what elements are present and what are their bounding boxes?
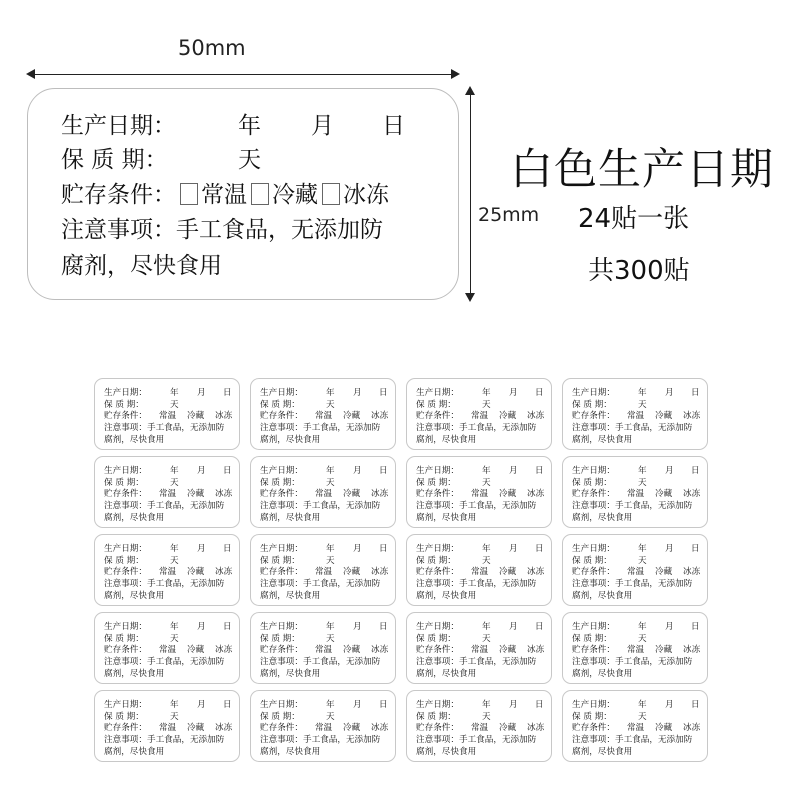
mini-production-date-label: 生产日期： [260, 700, 303, 710]
mini-notice-line-1: 注意事项：手工食品，无添加防 [260, 735, 381, 745]
mini-notice-line-1: 注意事项：手工食品，无添加防 [260, 501, 381, 511]
mini-days-text: 天 [326, 634, 335, 644]
mini-production-date-label: 生产日期： [416, 544, 459, 554]
mini-notice-line-2: 腐剂，尽快食用 [260, 591, 321, 601]
mini-shelf-life-label: 保 质 期： [572, 556, 612, 566]
mini-year-text: 年 [638, 544, 647, 554]
width-dimension-arrow [28, 74, 458, 75]
mini-year-text: 年 [482, 466, 491, 476]
mini-month-text: 月 [509, 466, 518, 476]
checkbox-frozen [322, 183, 340, 205]
mini-shelf-life-label: 保 质 期： [572, 634, 612, 644]
mini-day-text: 日 [535, 544, 544, 554]
mini-option-refrigerated: 冷藏 [187, 723, 205, 733]
mini-shelf-life-label: 保 质 期： [416, 400, 456, 410]
mini-production-date-label: 生产日期： [572, 466, 615, 476]
mini-option-room-temp: 常温 [159, 411, 177, 421]
mini-day-text: 日 [691, 544, 700, 554]
mini-day-text: 日 [223, 700, 232, 710]
mini-option-frozen: 冰冻 [683, 723, 701, 733]
mini-option-room-temp: 常温 [627, 411, 645, 421]
mini-production-date-label: 生产日期： [416, 388, 459, 398]
mini-storage-label: 贮存条件： [260, 723, 303, 733]
mini-day-text: 日 [379, 622, 388, 632]
mini-month-text: 月 [353, 700, 362, 710]
option-refrigerated: 冷藏 [272, 182, 318, 208]
mini-month-text: 月 [197, 700, 206, 710]
mini-days-text: 天 [326, 400, 335, 410]
mini-storage-label: 贮存条件： [572, 723, 615, 733]
year-text: 年 [238, 113, 261, 139]
mini-shelf-life-label: 保 质 期： [104, 712, 144, 722]
mini-label [94, 456, 240, 528]
mini-production-date-label: 生产日期： [260, 466, 303, 476]
mini-notice-line-2: 腐剂，尽快食用 [572, 669, 633, 679]
mini-option-room-temp: 常温 [315, 723, 333, 733]
mini-notice-line-1: 注意事项：手工食品，无添加防 [416, 657, 537, 667]
mini-production-date-label: 生产日期： [104, 544, 147, 554]
mini-days-text: 天 [638, 556, 647, 566]
total-stickers: 共300贴 [588, 256, 690, 286]
mini-days-text: 天 [638, 634, 647, 644]
mini-day-text: 日 [379, 700, 388, 710]
mini-notice-line-2: 腐剂，尽快食用 [416, 513, 477, 523]
mini-option-room-temp: 常温 [315, 489, 333, 499]
mini-year-text: 年 [482, 700, 491, 710]
mini-days-text: 天 [170, 712, 179, 722]
mini-storage-label: 贮存条件： [416, 411, 459, 421]
mini-option-refrigerated: 冷藏 [655, 489, 673, 499]
mini-storage-label: 贮存条件： [260, 489, 303, 499]
mini-label [562, 378, 708, 450]
height-dimension-label: 25mm [478, 204, 540, 226]
mini-option-room-temp: 常温 [315, 411, 333, 421]
storage-row [61, 183, 389, 207]
mini-option-frozen: 冰冻 [683, 489, 701, 499]
mini-option-frozen: 冰冻 [215, 489, 233, 499]
mini-notice-line-1: 注意事项：手工食品，无添加防 [260, 579, 381, 589]
mini-storage-label: 贮存条件： [416, 723, 459, 733]
mini-label [250, 378, 396, 450]
mini-storage-label: 贮存条件： [260, 567, 303, 577]
mini-month-text: 月 [509, 544, 518, 554]
mini-day-text: 日 [535, 466, 544, 476]
mini-days-text: 天 [326, 478, 335, 488]
mini-notice-line-2: 腐剂，尽快食用 [572, 513, 633, 523]
mini-storage-label: 贮存条件： [572, 411, 615, 421]
mini-option-frozen: 冰冻 [683, 567, 701, 577]
mini-storage-label: 贮存条件： [260, 411, 303, 421]
mini-label [406, 378, 552, 450]
mini-shelf-life-label: 保 质 期： [572, 478, 612, 488]
mini-label [94, 690, 240, 762]
mini-days-text: 天 [170, 556, 179, 566]
mini-shelf-life-label: 保 质 期： [104, 478, 144, 488]
mini-storage-label: 贮存条件： [260, 645, 303, 655]
mini-label [562, 612, 708, 684]
mini-year-text: 年 [638, 700, 647, 710]
mini-option-room-temp: 常温 [315, 645, 333, 655]
mini-year-text: 年 [170, 466, 179, 476]
mini-label [406, 690, 552, 762]
mini-shelf-life-label: 保 质 期： [104, 400, 144, 410]
mini-storage-label: 贮存条件： [572, 567, 615, 577]
mini-notice-line-1: 注意事项：手工食品，无添加防 [260, 423, 381, 433]
mini-notice-line-1: 注意事项：手工食品，无添加防 [104, 423, 225, 433]
mini-option-refrigerated: 冷藏 [655, 723, 673, 733]
mini-option-refrigerated: 冷藏 [343, 645, 361, 655]
mini-notice-line-2: 腐剂，尽快食用 [572, 747, 633, 757]
mini-option-refrigerated: 冷藏 [499, 489, 517, 499]
mini-option-frozen: 冰冻 [371, 645, 389, 655]
mini-year-text: 年 [326, 544, 335, 554]
mini-month-text: 月 [197, 466, 206, 476]
mini-month-text: 月 [665, 544, 674, 554]
mini-production-date-label: 生产日期： [104, 700, 147, 710]
mini-production-date-label: 生产日期： [104, 466, 147, 476]
mini-days-text: 天 [482, 712, 491, 722]
mini-production-date-label: 生产日期： [104, 388, 147, 398]
mini-days-text: 天 [638, 400, 647, 410]
mini-days-text: 天 [170, 400, 179, 410]
mini-days-text: 天 [482, 400, 491, 410]
mini-option-room-temp: 常温 [627, 489, 645, 499]
mini-shelf-life-label: 保 质 期： [416, 634, 456, 644]
mini-day-text: 日 [691, 622, 700, 632]
mini-option-refrigerated: 冷藏 [343, 723, 361, 733]
mini-option-frozen: 冰冻 [683, 645, 701, 655]
mini-label [250, 534, 396, 606]
mini-label [94, 378, 240, 450]
mini-label [562, 456, 708, 528]
mini-day-text: 日 [379, 466, 388, 476]
mini-option-refrigerated: 冷藏 [499, 723, 517, 733]
mini-day-text: 日 [379, 544, 388, 554]
mini-option-frozen: 冰冻 [371, 489, 389, 499]
mini-label [562, 534, 708, 606]
mini-label [94, 534, 240, 606]
mini-option-room-temp: 常温 [627, 723, 645, 733]
mini-day-text: 日 [379, 388, 388, 398]
mini-notice-line-1: 注意事项：手工食品，无添加防 [104, 579, 225, 589]
mini-option-refrigerated: 冷藏 [655, 645, 673, 655]
mini-option-refrigerated: 冷藏 [499, 411, 517, 421]
mini-production-date-label: 生产日期： [572, 388, 615, 398]
mini-option-refrigerated: 冷藏 [499, 645, 517, 655]
mini-days-text: 天 [638, 478, 647, 488]
mini-month-text: 月 [665, 466, 674, 476]
mini-days-text: 天 [326, 556, 335, 566]
mini-option-refrigerated: 冷藏 [187, 411, 205, 421]
shelf-life-label: 保 质 期： [61, 147, 168, 173]
mini-days-text: 天 [326, 712, 335, 722]
mini-option-refrigerated: 冷藏 [343, 567, 361, 577]
mini-notice-line-1: 注意事项：手工食品，无添加防 [416, 579, 537, 589]
mini-production-date-label: 生产日期： [416, 622, 459, 632]
mini-day-text: 日 [691, 466, 700, 476]
mini-option-frozen: 冰冻 [527, 411, 545, 421]
mini-day-text: 日 [535, 700, 544, 710]
mini-option-frozen: 冰冻 [371, 411, 389, 421]
mini-notice-line-1: 注意事项：手工食品，无添加防 [416, 735, 537, 745]
mini-production-date-label: 生产日期： [572, 544, 615, 554]
mini-option-room-temp: 常温 [159, 567, 177, 577]
mini-month-text: 月 [197, 388, 206, 398]
mini-notice-line-2: 腐剂，尽快食用 [260, 747, 321, 757]
day-text: 日 [382, 113, 405, 139]
mini-option-refrigerated: 冷藏 [343, 411, 361, 421]
mini-year-text: 年 [170, 700, 179, 710]
mini-option-room-temp: 常温 [315, 567, 333, 577]
notice-line-1: 注意事项：手工食品，无添加防 [61, 217, 383, 243]
mini-option-frozen: 冰冻 [527, 567, 545, 577]
mini-days-text: 天 [170, 634, 179, 644]
mini-option-refrigerated: 冷藏 [187, 567, 205, 577]
mini-production-date-label: 生产日期： [416, 700, 459, 710]
mini-option-frozen: 冰冻 [683, 411, 701, 421]
mini-shelf-life-label: 保 质 期： [572, 712, 612, 722]
mini-days-text: 天 [170, 478, 179, 488]
mini-notice-line-2: 腐剂，尽快食用 [572, 591, 633, 601]
mini-day-text: 日 [535, 622, 544, 632]
mini-day-text: 日 [223, 388, 232, 398]
mini-notice-line-1: 注意事项：手工食品，无添加防 [416, 501, 537, 511]
mini-storage-label: 贮存条件： [104, 645, 147, 655]
mini-storage-label: 贮存条件： [572, 489, 615, 499]
mini-month-text: 月 [509, 388, 518, 398]
mini-notice-line-2: 腐剂，尽快食用 [416, 591, 477, 601]
mini-year-text: 年 [482, 388, 491, 398]
option-frozen: 冰冻 [343, 182, 389, 208]
mini-option-refrigerated: 冷藏 [343, 489, 361, 499]
mini-notice-line-2: 腐剂，尽快食用 [416, 669, 477, 679]
mini-option-room-temp: 常温 [471, 411, 489, 421]
mini-days-text: 天 [638, 712, 647, 722]
mini-day-text: 日 [691, 700, 700, 710]
mini-month-text: 月 [665, 622, 674, 632]
mini-notice-line-2: 腐剂，尽快食用 [104, 669, 165, 679]
mini-day-text: 日 [223, 466, 232, 476]
mini-year-text: 年 [170, 622, 179, 632]
mini-option-refrigerated: 冷藏 [655, 567, 673, 577]
mini-label [250, 690, 396, 762]
option-room-temp: 常温 [201, 182, 247, 208]
mini-notice-line-2: 腐剂，尽快食用 [104, 435, 165, 445]
mini-label [562, 690, 708, 762]
mini-shelf-life-label: 保 质 期： [260, 634, 300, 644]
mini-production-date-label: 生产日期： [104, 622, 147, 632]
mini-option-room-temp: 常温 [471, 489, 489, 499]
mini-option-refrigerated: 冷藏 [187, 645, 205, 655]
mini-notice-line-2: 腐剂，尽快食用 [260, 435, 321, 445]
mini-production-date-label: 生产日期： [260, 388, 303, 398]
mini-month-text: 月 [353, 622, 362, 632]
mini-day-text: 日 [223, 622, 232, 632]
mini-storage-label: 贮存条件： [104, 411, 147, 421]
mini-production-date-label: 生产日期： [260, 622, 303, 632]
mini-month-text: 月 [665, 700, 674, 710]
mini-option-frozen: 冰冻 [527, 723, 545, 733]
mini-label [250, 612, 396, 684]
mini-option-frozen: 冰冻 [527, 489, 545, 499]
mini-notice-line-2: 腐剂，尽快食用 [104, 747, 165, 757]
mini-notice-line-1: 注意事项：手工食品，无添加防 [260, 657, 381, 667]
mini-days-text: 天 [482, 478, 491, 488]
mini-shelf-life-label: 保 质 期： [260, 712, 300, 722]
mini-days-text: 天 [482, 556, 491, 566]
mini-notice-line-1: 注意事项：手工食品，无添加防 [572, 501, 693, 511]
mini-notice-line-2: 腐剂，尽快食用 [260, 669, 321, 679]
mini-days-text: 天 [482, 634, 491, 644]
mini-option-refrigerated: 冷藏 [499, 567, 517, 577]
mini-notice-line-2: 腐剂，尽快食用 [416, 747, 477, 757]
mini-shelf-life-label: 保 质 期： [416, 556, 456, 566]
mini-option-frozen: 冰冻 [371, 567, 389, 577]
production-date-label: 生产日期： [61, 113, 176, 139]
mini-year-text: 年 [326, 388, 335, 398]
mini-notice-line-1: 注意事项：手工食品，无添加防 [104, 501, 225, 511]
mini-label [406, 456, 552, 528]
mini-shelf-life-label: 保 质 期： [104, 556, 144, 566]
notice-line-2: 腐剂，尽快食用 [61, 253, 222, 279]
stickers-per-sheet: 24贴一张 [578, 204, 690, 234]
mini-month-text: 月 [665, 388, 674, 398]
sample-label [27, 88, 459, 300]
mini-option-room-temp: 常温 [627, 567, 645, 577]
label-sheet-grid [94, 378, 708, 764]
mini-notice-line-1: 注意事项：手工食品，无添加防 [572, 735, 693, 745]
mini-option-room-temp: 常温 [159, 489, 177, 499]
height-dimension-arrow [470, 88, 471, 300]
mini-label [406, 612, 552, 684]
checkbox-room-temp [180, 183, 198, 205]
mini-storage-label: 贮存条件： [416, 489, 459, 499]
mini-storage-label: 贮存条件： [416, 645, 459, 655]
mini-month-text: 月 [197, 622, 206, 632]
mini-option-frozen: 冰冻 [371, 723, 389, 733]
mini-label [94, 612, 240, 684]
mini-month-text: 月 [353, 388, 362, 398]
mini-year-text: 年 [326, 700, 335, 710]
mini-shelf-life-label: 保 质 期： [260, 556, 300, 566]
mini-year-text: 年 [638, 622, 647, 632]
mini-label [250, 456, 396, 528]
mini-month-text: 月 [353, 544, 362, 554]
mini-year-text: 年 [170, 388, 179, 398]
mini-notice-line-1: 注意事项：手工食品，无添加防 [572, 657, 693, 667]
mini-shelf-life-label: 保 质 期： [416, 478, 456, 488]
mini-option-frozen: 冰冻 [215, 723, 233, 733]
mini-notice-line-1: 注意事项：手工食品，无添加防 [104, 735, 225, 745]
mini-label [406, 534, 552, 606]
mini-shelf-life-label: 保 质 期： [416, 712, 456, 722]
mini-notice-line-1: 注意事项：手工食品，无添加防 [104, 657, 225, 667]
mini-month-text: 月 [509, 700, 518, 710]
checkbox-refrigerated [251, 183, 269, 205]
mini-option-room-temp: 常温 [627, 645, 645, 655]
mini-year-text: 年 [482, 622, 491, 632]
mini-option-frozen: 冰冻 [215, 567, 233, 577]
mini-notice-line-2: 腐剂，尽快食用 [260, 513, 321, 523]
mini-option-frozen: 冰冻 [527, 645, 545, 655]
mini-storage-label: 贮存条件： [104, 567, 147, 577]
mini-storage-label: 贮存条件： [104, 723, 147, 733]
mini-notice-line-2: 腐剂，尽快食用 [104, 513, 165, 523]
mini-option-room-temp: 常温 [471, 645, 489, 655]
mini-notice-line-2: 腐剂，尽快食用 [572, 435, 633, 445]
mini-option-refrigerated: 冷藏 [187, 489, 205, 499]
mini-storage-label: 贮存条件： [104, 489, 147, 499]
mini-year-text: 年 [170, 544, 179, 554]
mini-production-date-label: 生产日期： [572, 622, 615, 632]
mini-notice-line-1: 注意事项：手工食品，无添加防 [572, 423, 693, 433]
mini-option-room-temp: 常温 [159, 645, 177, 655]
mini-notice-line-2: 腐剂，尽快食用 [104, 591, 165, 601]
mini-year-text: 年 [326, 622, 335, 632]
mini-option-room-temp: 常温 [471, 567, 489, 577]
mini-shelf-life-label: 保 质 期： [572, 400, 612, 410]
mini-notice-line-1: 注意事项：手工食品，无添加防 [416, 423, 537, 433]
width-dimension-label: 50mm [178, 36, 246, 60]
mini-shelf-life-label: 保 质 期： [104, 634, 144, 644]
storage-label: 贮存条件： [61, 182, 176, 208]
days-text: 天 [238, 147, 261, 173]
mini-production-date-label: 生产日期： [572, 700, 615, 710]
mini-notice-line-1: 注意事项：手工食品，无添加防 [572, 579, 693, 589]
mini-month-text: 月 [197, 544, 206, 554]
mini-month-text: 月 [509, 622, 518, 632]
mini-year-text: 年 [326, 466, 335, 476]
mini-notice-line-2: 腐剂，尽快食用 [416, 435, 477, 445]
mini-option-refrigerated: 冷藏 [655, 411, 673, 421]
month-text: 月 [311, 113, 334, 139]
mini-option-room-temp: 常温 [471, 723, 489, 733]
mini-option-room-temp: 常温 [159, 723, 177, 733]
mini-option-frozen: 冰冻 [215, 411, 233, 421]
mini-year-text: 年 [638, 466, 647, 476]
mini-option-frozen: 冰冻 [215, 645, 233, 655]
mini-storage-label: 贮存条件： [416, 567, 459, 577]
mini-month-text: 月 [353, 466, 362, 476]
mini-day-text: 日 [223, 544, 232, 554]
mini-shelf-life-label: 保 质 期： [260, 478, 300, 488]
mini-day-text: 日 [535, 388, 544, 398]
mini-production-date-label: 生产日期： [416, 466, 459, 476]
mini-year-text: 年 [638, 388, 647, 398]
mini-storage-label: 贮存条件： [572, 645, 615, 655]
product-title: 白色生产日期 [510, 145, 774, 195]
mini-shelf-life-label: 保 质 期： [260, 400, 300, 410]
mini-year-text: 年 [482, 544, 491, 554]
mini-day-text: 日 [691, 388, 700, 398]
mini-production-date-label: 生产日期： [260, 544, 303, 554]
